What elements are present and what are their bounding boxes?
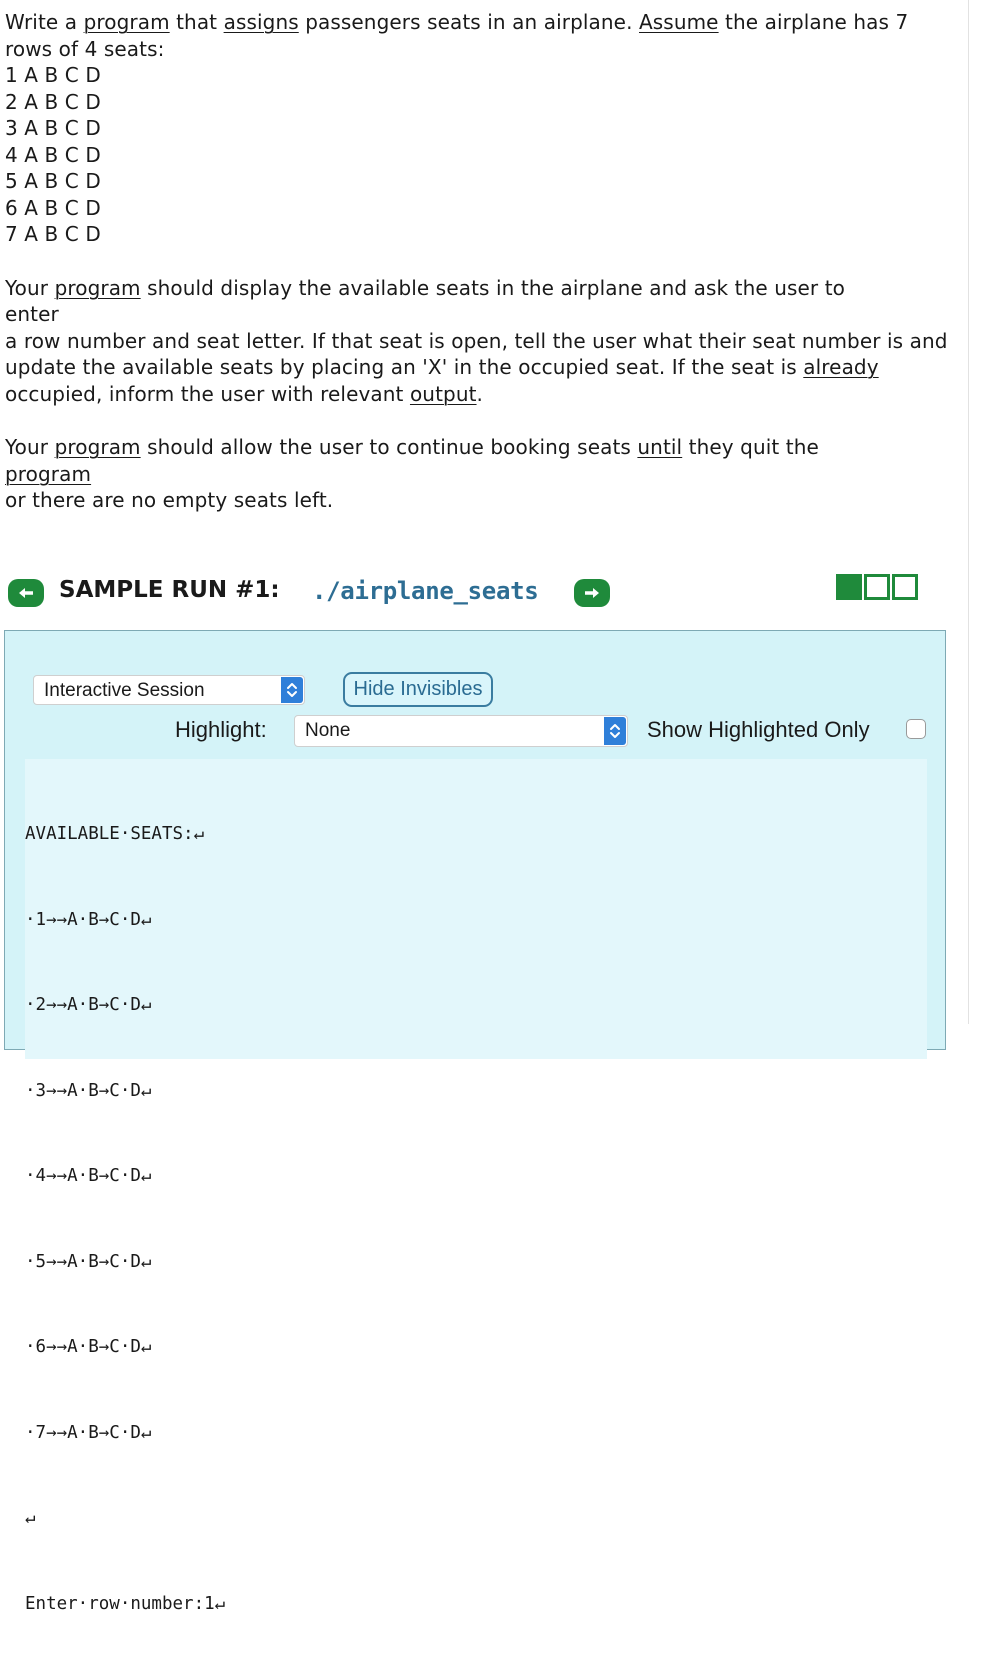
loop-paragraph (5, 434, 955, 514)
output-line: ·7→→A·B→C·D↵ (25, 1422, 152, 1443)
arrow-right-icon (584, 587, 600, 599)
link-output[interactable]: output (409, 381, 477, 406)
intro-paragraph (5, 9, 955, 62)
text-span: occupied, inform the user with relevant (5, 381, 410, 406)
text-span: a row number and seat letter. If that seat is open, tell the user what their seat number is and update the available seats by placing an 'X' in the occupied seat. If the seat is (5, 328, 948, 379)
sample-run-command: ./airplane_seats (312, 577, 539, 605)
hide-invisibles-button[interactable]: Hide Invisibles (343, 672, 493, 707)
seat-row: 7 A B C D (5, 222, 101, 246)
link-program[interactable]: program (54, 435, 141, 459)
seat-row: 3 A B C D (5, 116, 101, 140)
link-program[interactable]: program (5, 461, 92, 486)
show-highlighted-only-label: Show Highlighted Only (647, 717, 870, 742)
text-span: the airplane has 7 rows of 4 seats: (5, 10, 909, 61)
text-span: . (476, 381, 484, 406)
output-line: AVAILABLE·SEATS:↵ (25, 824, 205, 844)
output-line: ·2→→A·B→C·D↵ (25, 995, 152, 1015)
text-span: or there are no empty seats left. (5, 488, 334, 512)
output-line: ·6→→A·B→C·D↵ (25, 1337, 152, 1357)
seat-layout-list (5, 62, 955, 248)
text-span: Your (5, 435, 55, 459)
session-output (25, 759, 927, 1614)
text-span: should display the available seats in the airplane and ask the user to (140, 275, 845, 300)
text-span: Your (5, 275, 55, 300)
run-indicator-1[interactable] (836, 574, 862, 600)
link-program[interactable]: program (54, 275, 141, 300)
text-span: that (169, 10, 224, 34)
seat-row: 4 A B C D (5, 142, 101, 167)
sample-run-title: SAMPLE RUN #1: (59, 577, 280, 603)
seat-row: 6 A B C D (5, 195, 101, 220)
text-span: they quit the (682, 435, 819, 459)
highlight-select[interactable] (294, 715, 628, 747)
highlight-value: None (305, 720, 351, 741)
output-line: ·1→→A·B→C·D↵ (25, 909, 152, 930)
link-until[interactable]: until (637, 435, 683, 459)
link-assigns[interactable]: assigns (223, 10, 299, 34)
output-line: Enter·row·number:1↵ (25, 1593, 226, 1614)
link-assume[interactable]: Assume (639, 10, 719, 34)
run-indicators (836, 574, 918, 600)
page-right-border (968, 0, 969, 1024)
output-line: ↵ (25, 1508, 36, 1528)
run-indicator-2[interactable] (864, 574, 890, 600)
previous-run-button[interactable] (8, 579, 44, 607)
seat-row: 5 A B C D (5, 169, 101, 193)
text-span: enter (5, 302, 59, 326)
select-updown-icon (604, 717, 626, 745)
show-highlighted-only-checkbox[interactable] (906, 719, 926, 739)
output-lines (25, 763, 225, 1675)
text-span: passengers seats in an airplane. (298, 10, 639, 34)
output-line: ·4→→A·B→C·D↵ (25, 1166, 152, 1186)
run-indicator-3[interactable] (892, 574, 918, 600)
output-line: ·3→→A·B→C·D↵ (25, 1080, 152, 1101)
instructions-paragraph (5, 275, 955, 408)
seat-row: 2 A B C D (5, 89, 101, 114)
link-program[interactable]: program (83, 10, 170, 34)
next-run-button[interactable] (574, 579, 610, 607)
output-line: ·5→→A·B→C·D↵ (25, 1251, 152, 1272)
highlight-label: Highlight: (175, 717, 267, 742)
text-span: Write a (5, 10, 84, 34)
text-span: should allow the user to continue booking seats (140, 435, 638, 459)
link-already[interactable]: already (803, 355, 879, 379)
session-panel (4, 630, 946, 1614)
seat-row: 1 A B C D (5, 63, 101, 87)
problem-statement (5, 9, 955, 514)
sample-run-header (8, 574, 938, 612)
session-mode-value: Interactive Session (44, 680, 205, 701)
arrow-left-icon (18, 587, 34, 599)
session-mode-select[interactable] (33, 675, 305, 705)
select-updown-icon (281, 677, 303, 703)
